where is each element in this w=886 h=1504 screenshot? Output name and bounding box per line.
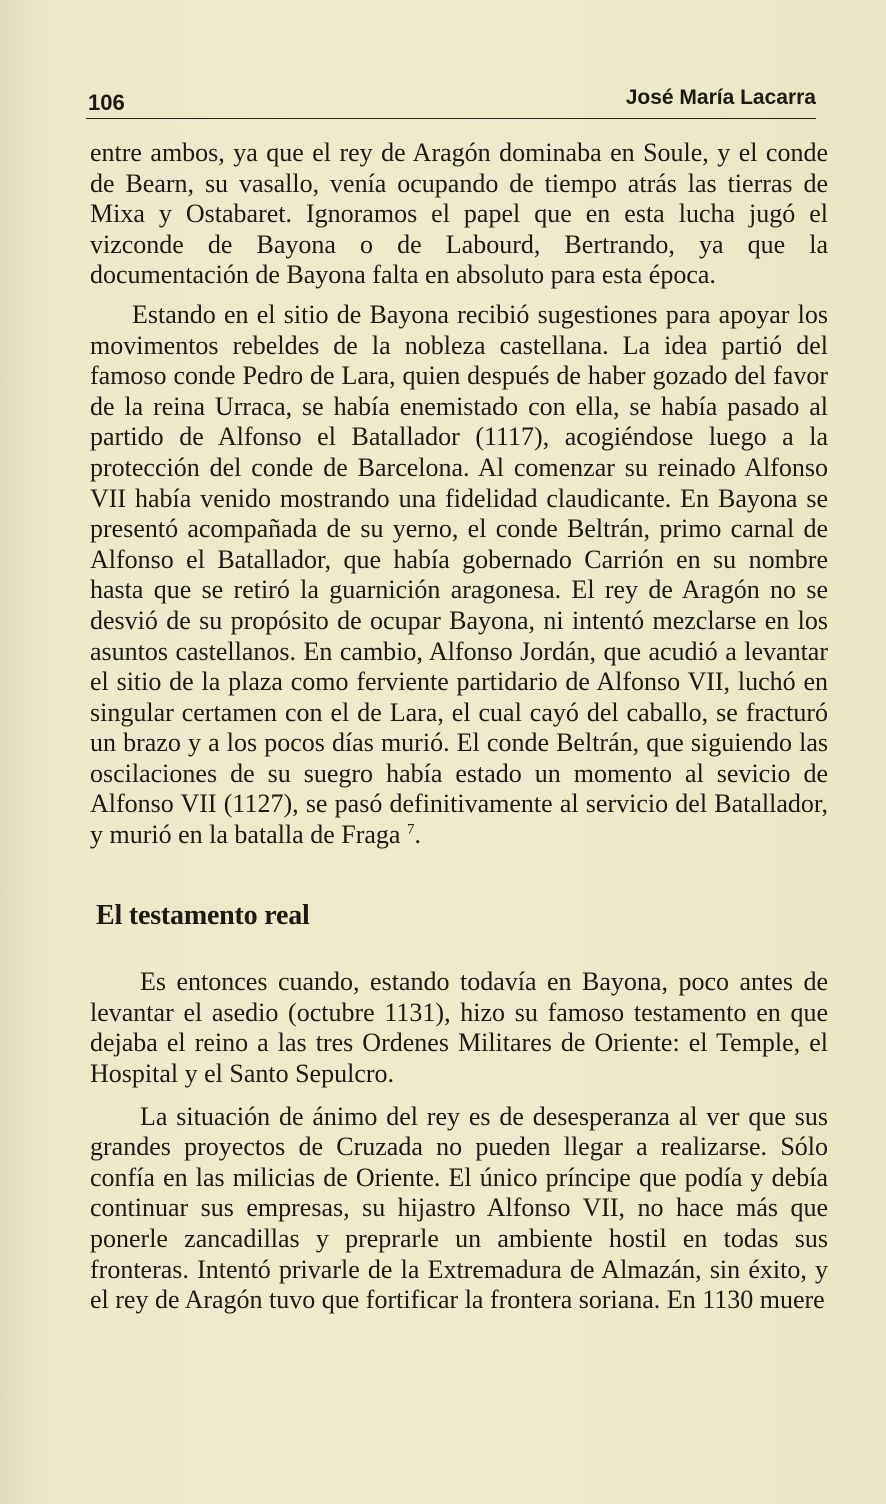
body-text bbox=[90, 138, 828, 1316]
footnote-reference: 7 bbox=[406, 821, 415, 838]
paragraph-2-end: . bbox=[414, 820, 421, 850]
running-header bbox=[86, 78, 816, 119]
paragraph-2 bbox=[90, 300, 828, 851]
author-name: José María Lacarra bbox=[625, 86, 816, 109]
paragraph-3: Es entonces cuando, estando todavía en Bayona, poco antes de levantar el asedio (octubre 1131), hizo su famoso testamento en que dejaba el reino a las tres Ordenes Militares de Oriente: el Temple, el Hospital y el Santo Sepulcro. bbox=[90, 967, 828, 1089]
page-number: 106 bbox=[88, 90, 125, 115]
section-title: El testamento real bbox=[96, 899, 310, 931]
paragraph-4: La situación de ánimo del rey es de desesperanza al ver que sus grandes proyectos de Cruzada no pueden llegar a realizarse. Sólo confía en las milicias de Oriente. El único príncipe que podía y debía continuar sus empresas, su hijastro Alfonso VII, no hace más que ponerle zancadillas y preprarle un ambiente hostil en todas sus fronteras. Intentó privarle de la Extremadura de Almazán, sin éxito, y el rey de Aragón tuvo que fortificar la frontera soriana. En 1130 muere bbox=[90, 1101, 828, 1315]
paragraph-2-text: Estando en el sitio de Bayona recibió sugestiones para apoyar los movimentos rebeldes de la nobleza castellana. La idea partió del famoso conde Pedro de Lara, quien después de haber gozado del favor de la reina Urraca, se había enemistado con ella, se había pasado al partido de Alfonso el Batallador (1117), acogiéndose luego a la protección del conde de Barcelona. Al comenzar su reinado Alfonso VII había venido mostrando una fidelidad claudicante. En Bayona se presentó acompañada de su yerno, el conde Beltrán, primo carnal de Alfonso el Batallador, que había gobernado Carrión en su nombre hasta que se retiró la guarnición aragonesa. El rey de Aragón no se desvió de su propósito de ocupar Bayona, ni intentó mezclarse en los asuntos castellanos. En cambio, Alfonso Jordán, que acudió a levantar el sitio de la plaza como ferviente partidario de Alfonso VII, luchó en singular certamen con el de Lara, el cual cayó del caballo, se fracturó un brazo y a los pocos días murió. El conde Beltrán, que siguiendo las oscilaciones de su suegro había estado un momento al sevicio de Alfonso VII (1127), se pasó definitivamente al servicio del Batallador, y murió en la batalla de Fraga bbox=[90, 299, 828, 850]
paragraph-1: entre ambos, ya que el rey de Aragón dominaba en Soule, y el conde de Bearn, su vasallo, venía ocupando de tiempo atrás las tierras de Mixa y Ostabaret. Ignoramos el papel que en esta lucha jugó el vizconde de Bayona o de Labourd, Bertrando, ya que la documentación de Bayona falta en absoluto para esta época. bbox=[90, 138, 828, 290]
